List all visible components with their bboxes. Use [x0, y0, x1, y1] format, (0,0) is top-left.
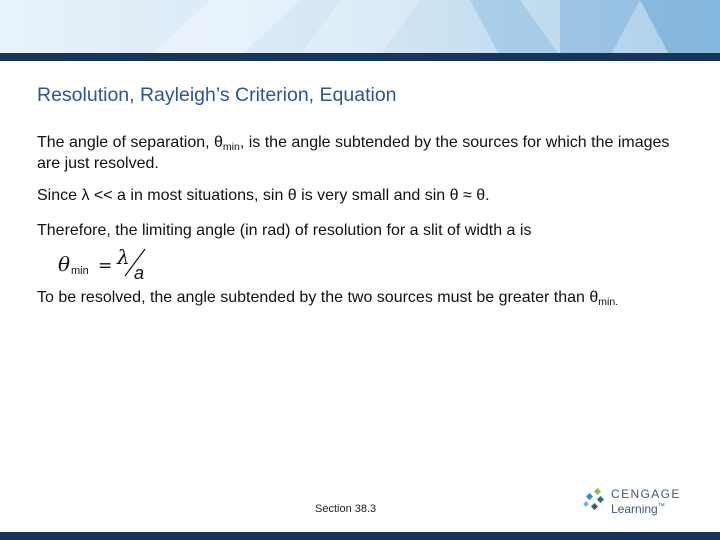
- cengage-logo-name: CENGAGE: [611, 487, 681, 501]
- equation-theta-min: [56, 246, 166, 282]
- p1-text-end: , is the angle subtended by the sources for which the images are just resolved.: [37, 134, 670, 172]
- footer-section-label: Section 38.3: [315, 503, 377, 515]
- header-rule: [0, 53, 720, 61]
- logo-trademark: ™: [657, 503, 665, 510]
- logo-learning: Learning: [611, 502, 658, 516]
- eq-numerator: λ: [117, 246, 130, 269]
- paragraph-small-angle: Since λ << a in most situations, sin θ is very small and sin θ ≈ θ.: [37, 187, 490, 204]
- bottom-rule: [0, 532, 720, 540]
- p4-text: To be resolved, the angle subtended by the two sources must be greater than θ: [37, 289, 599, 306]
- paragraph-limiting-angle: Therefore, the limiting angle (in rad) of resolution for a slit of width a is: [37, 222, 532, 239]
- header-banner: [0, 0, 720, 56]
- p4-subscript: min.: [598, 296, 619, 308]
- paragraph-to-be-resolved: [37, 287, 677, 308]
- header-decoration: [0, 0, 720, 56]
- paragraph-angle-of-separation: [37, 132, 677, 174]
- eq-subscript: min: [71, 265, 89, 277]
- p1-subscript: min: [222, 141, 240, 153]
- cengage-logo-subtitle: [611, 502, 665, 516]
- p1-text-start: The angle of separation, θ: [37, 134, 223, 151]
- eq-equals: =: [98, 256, 113, 276]
- cengage-logo-icon: [583, 487, 607, 513]
- slide-title: Resolution, Rayleigh’s Criterion, Equation: [37, 84, 397, 106]
- cengage-logo: [583, 486, 693, 520]
- eq-theta: θ: [58, 252, 71, 276]
- eq-denominator: a: [134, 263, 145, 282]
